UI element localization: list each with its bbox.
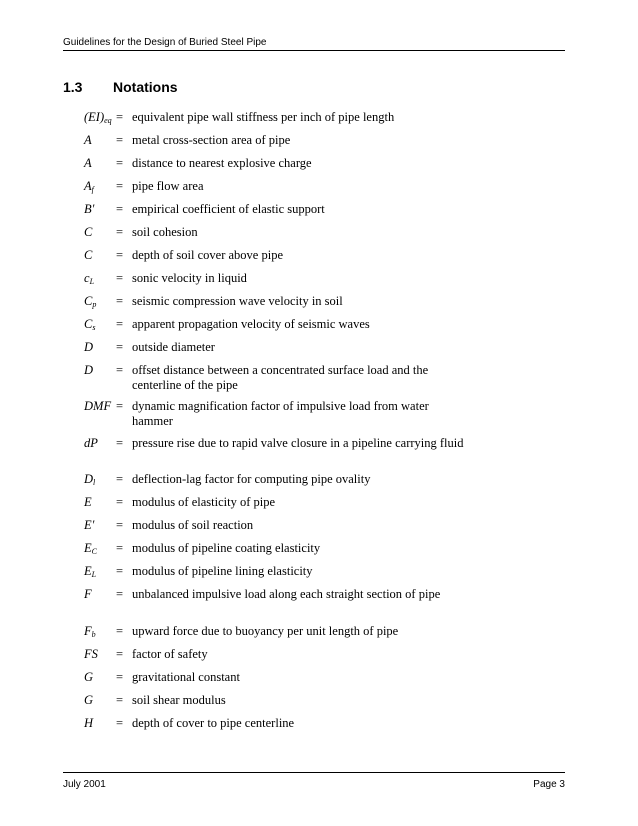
notation-description: modulus of elasticity of pipe [132, 495, 276, 509]
notation-description: equivalent pipe wall stiffness per inch of pipe length [132, 110, 395, 124]
section-number: 1.3 [63, 79, 83, 95]
notation-description: metal cross-section area of pipe [132, 133, 291, 147]
equals-sign: = [116, 716, 124, 730]
notation-symbol [84, 399, 111, 417]
notation-symbol [84, 587, 92, 605]
notation-symbol-base: F [84, 587, 92, 601]
notation-symbol-base: A [84, 156, 92, 170]
notation-symbol-base: E′ [84, 518, 95, 532]
notation-symbol-base: D [84, 340, 94, 354]
equals-sign: = [116, 294, 124, 308]
equals-sign: = [116, 156, 124, 170]
notation-description: seismic compression wave velocity in soil [132, 294, 343, 308]
notation-symbol [84, 156, 92, 174]
notation-symbol-base: E [84, 541, 92, 555]
notation-symbol-base: (EI) [84, 110, 105, 124]
equals-sign: = [116, 564, 124, 578]
notation-symbol-subscript: C [91, 547, 97, 556]
notation-symbol-base: B′ [84, 202, 95, 216]
notation-description: offset distance between a concentrated surface load and the centerline of the pipe [132, 363, 429, 392]
notation-symbol [84, 624, 96, 642]
header-divider [63, 50, 565, 51]
footer-page-number: Page 3 [533, 779, 565, 790]
equals-sign: = [116, 248, 124, 262]
notation-symbol-base: FS [84, 647, 98, 661]
notation-symbol-subscript: l [93, 478, 96, 487]
notation-symbol-base: A [84, 179, 92, 193]
running-header: Guidelines for the Design of Buried Steel Pipe [63, 37, 267, 48]
notation-description: modulus of pipeline lining elasticity [132, 564, 313, 578]
notation-symbol [84, 693, 93, 711]
notation-symbol-subscript: s [92, 323, 96, 332]
notation-symbol [84, 340, 93, 358]
notation-description: modulus of pipeline coating elasticity [132, 541, 321, 555]
equals-sign: = [116, 587, 124, 601]
notation-symbol [84, 716, 93, 734]
notation-symbol-base: E [84, 495, 92, 509]
notation-symbol-base: dP [84, 436, 98, 450]
notation-symbol-subscript: eq [104, 116, 112, 125]
equals-sign: = [116, 647, 124, 661]
notation-description: apparent propagation velocity of seismic waves [132, 317, 370, 331]
notation-description: gravitational constant [132, 670, 240, 684]
notation-symbol [84, 541, 97, 559]
equals-sign: = [116, 225, 124, 239]
notation-description: empirical coefficient of elastic support [132, 202, 325, 216]
notation-description: upward force due to buoyancy per unit length of pipe [132, 624, 399, 638]
notation-symbol-base: C [84, 225, 93, 239]
notation-symbol-base: C [84, 294, 93, 308]
notation-symbol-base: F [84, 624, 92, 638]
notation-symbol-base: G [84, 693, 94, 707]
notation-symbol [84, 518, 94, 536]
equals-sign: = [116, 110, 124, 124]
notation-symbol [84, 110, 112, 128]
notation-description: sonic velocity in liquid [132, 271, 247, 285]
equals-sign: = [116, 541, 124, 555]
notation-symbol-subscript: p [92, 300, 97, 309]
equals-sign: = [116, 495, 124, 509]
equals-sign: = [116, 693, 124, 707]
equals-sign: = [116, 363, 124, 377]
notation-symbol [84, 363, 93, 381]
notation-symbol [84, 317, 95, 335]
equals-sign: = [116, 399, 124, 413]
notation-description: soil shear modulus [132, 693, 226, 707]
notation-symbol [84, 202, 94, 220]
notation-symbol-base: A [84, 133, 92, 147]
notation-symbol [84, 294, 96, 312]
footer-divider [63, 772, 565, 773]
notation-symbol [84, 271, 94, 289]
notation-symbol-base: C [84, 248, 93, 262]
notation-description: depth of cover to pipe centerline [132, 716, 295, 730]
notation-symbol-base: G [84, 670, 94, 684]
equals-sign: = [116, 317, 124, 331]
notation-symbol-base: E [84, 564, 92, 578]
notation-symbol [84, 647, 98, 665]
notation-symbol-base: DMF [84, 399, 112, 413]
equals-sign: = [116, 436, 124, 450]
notation-symbol-base: c [84, 271, 90, 285]
equals-sign: = [116, 271, 124, 285]
equals-sign: = [116, 518, 124, 532]
notation-symbol-base: D [84, 363, 94, 377]
notation-symbol [84, 225, 92, 243]
notation-symbol [84, 495, 92, 513]
notation-symbol [84, 436, 98, 454]
equals-sign: = [116, 179, 124, 193]
notation-description: deflection-lag factor for computing pipe ovality [132, 472, 371, 486]
notation-symbol-base: D [84, 472, 94, 486]
notation-symbol [84, 472, 95, 490]
notation-description: outside diameter [132, 340, 215, 354]
notation-description: depth of soil cover above pipe [132, 248, 283, 262]
notation-description: distance to nearest explosive charge [132, 156, 312, 170]
equals-sign: = [116, 670, 124, 684]
notation-description: factor of safety [132, 647, 208, 661]
notation-symbol [84, 248, 92, 266]
notation-symbol [84, 564, 96, 582]
equals-sign: = [116, 472, 124, 486]
notation-description: soil cohesion [132, 225, 198, 239]
notation-symbol-subscript: b [91, 630, 96, 639]
notation-symbol [84, 670, 93, 688]
notation-description: modulus of soil reaction [132, 518, 254, 532]
section-heading [63, 79, 178, 95]
section-title: Notations [113, 79, 178, 95]
equals-sign: = [116, 624, 124, 638]
notation-symbol-subscript: f [91, 185, 94, 194]
notation-symbol-base: H [84, 716, 94, 730]
equals-sign: = [116, 340, 124, 354]
notation-symbol [84, 179, 94, 197]
notation-symbol-subscript: L [89, 277, 95, 286]
notation-symbol-subscript: L [91, 570, 97, 579]
equals-sign: = [116, 133, 124, 147]
footer-date: July 2001 [63, 779, 106, 790]
notation-description: pressure rise due to rapid valve closure in a pipeline carrying fluid [132, 436, 464, 450]
notation-description: pipe flow area [132, 179, 204, 193]
notation-symbol-base: C [84, 317, 93, 331]
notation-description: dynamic magnification factor of impulsive load from water hammer [132, 399, 429, 428]
equals-sign: = [116, 202, 124, 216]
notation-description: unbalanced impulsive load along each straight section of pipe [132, 587, 441, 601]
notation-symbol [84, 133, 92, 151]
